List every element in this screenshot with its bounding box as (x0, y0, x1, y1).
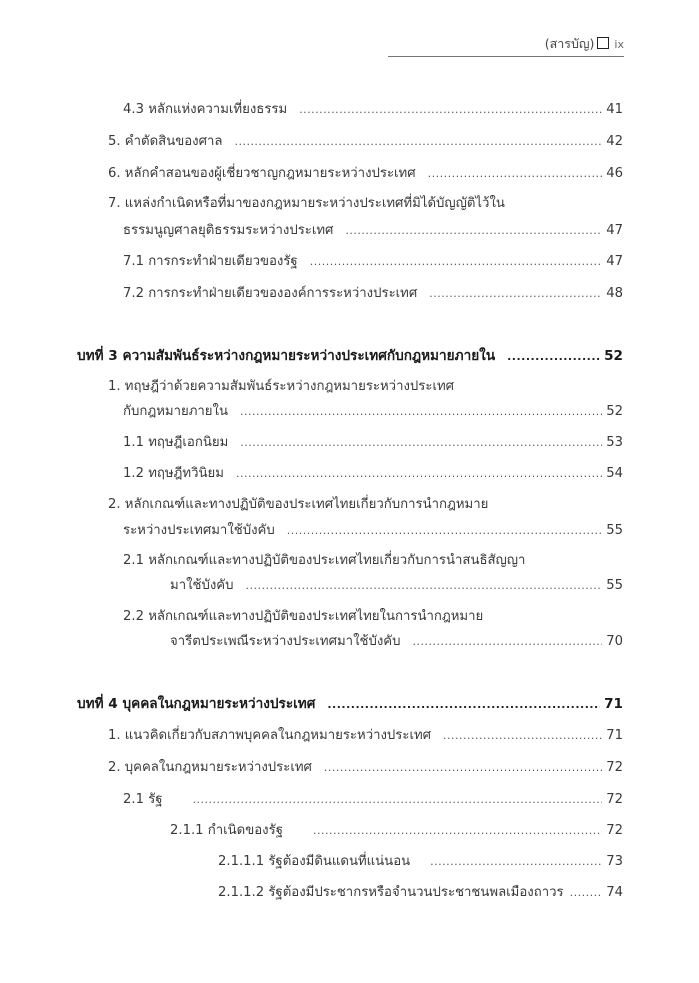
entry-title: ทฤษฎีทวินิยม (148, 466, 224, 481)
dot-leader (430, 851, 602, 873)
dot-leader (507, 346, 600, 368)
toc-entry-line2[interactable] (123, 401, 623, 423)
chapter-title: บทที่ 3 ความสัมพันธ์ระหว่างกฎหมายระหว่างประเทศกับกฎหมายภายใน (77, 348, 496, 364)
dot-leader (313, 820, 602, 842)
toc-entry[interactable] (108, 757, 623, 779)
entry-title-continued: ระหว่างประเทศมาใช้บังคับ (123, 523, 275, 538)
entry-title: หลักเกณฑ์และทางปฏิบัติของประเทศไทยในการนำกฎหมาย (148, 609, 484, 624)
entry-number: 7. (108, 196, 121, 211)
toc-entry[interactable] (123, 99, 623, 121)
entry-title: กำเนิดของรัฐ (207, 823, 283, 838)
page-number: 42 (606, 134, 623, 149)
entry-title: ทฤษฎีว่าด้วยความสัมพันธ์ระหว่างกฎหมายระหว่างประเทศ (124, 379, 455, 394)
entry-title: หลักคำสอนของผู้เชี่ยวชาญกฎหมายระหว่างประเทศ (124, 166, 416, 181)
toc-entry-line1[interactable] (108, 494, 488, 516)
dot-leader (287, 520, 603, 542)
entry-number: 2.1 (123, 553, 144, 568)
dot-leader (443, 725, 602, 747)
chapter-title: บทที่ 4 บุคคลในกฎหมายระหว่างประเทศ (77, 696, 316, 712)
entry-title: ทฤษฎีเอกนิยม (148, 435, 229, 450)
toc-entry[interactable] (123, 463, 623, 485)
entry-number: 5. (108, 134, 121, 149)
entry-title: หลักเกณฑ์และทางปฏิบัติของประเทศไทยเกี่ยวกับการนำสนธิสัญญา (148, 553, 526, 568)
dot-leader (324, 757, 602, 779)
entry-title-continued: จารีตประเพณีระหว่างประเทศมาใช้บังคับ (170, 634, 401, 649)
entry-number: 2.2 (123, 609, 144, 624)
page-number: 47 (606, 223, 623, 238)
dot-leader (193, 789, 603, 811)
entry-title: รัฐ (148, 792, 163, 807)
toc-entry[interactable] (170, 820, 623, 842)
entry-title: แนวคิดเกี่ยวกับสภาพบุคคลในกฎหมายระหว่างประเทศ (124, 728, 432, 743)
entry-title: การกระทำฝ่ายเดียวขององค์การระหว่างประเทศ (148, 286, 418, 301)
page-number: 52 (604, 348, 623, 364)
entry-number: 1.2 (123, 466, 144, 481)
section-label: (สารบัญ) (544, 36, 595, 51)
page-number: 72 (606, 760, 623, 775)
dot-leader (345, 220, 602, 242)
toc-entry-line2[interactable] (170, 631, 623, 653)
entry-title: รัฐต้องมีดินแดนที่แน่นอน (268, 854, 411, 869)
page-number: 53 (606, 435, 623, 450)
entry-number: 2. (108, 497, 121, 512)
entry-number: 1. (108, 379, 121, 394)
page-number: 52 (606, 404, 623, 419)
dot-leader (327, 694, 600, 716)
dot-leader (240, 432, 602, 454)
dot-leader (246, 575, 603, 597)
page-number: 71 (606, 728, 623, 743)
page-number: 46 (606, 166, 623, 181)
toc-entry-line1[interactable] (123, 550, 525, 572)
entry-number: 2.1 (123, 792, 144, 807)
entry-title: บุคคลในกฎหมายระหว่างประเทศ (124, 760, 312, 775)
page-number: 55 (606, 523, 623, 538)
toc-entry[interactable] (108, 725, 623, 747)
page-number: 54 (606, 466, 623, 481)
dot-leader (412, 631, 602, 653)
entry-number: 1.1 (123, 435, 144, 450)
toc-entry-line2[interactable] (123, 220, 623, 242)
entry-title: หลักเกณฑ์และทางปฏิบัติของประเทศไทยเกี่ยวกับการนำกฎหมาย (124, 497, 489, 512)
toc-entry-line2[interactable] (123, 520, 623, 542)
dot-leader (236, 463, 602, 485)
dot-leader (429, 283, 602, 305)
entry-number: 2. (108, 760, 121, 775)
dot-leader (240, 401, 602, 423)
page-number: 41 (606, 102, 623, 117)
page-number: 74 (606, 885, 623, 900)
toc-entry-line2[interactable] (170, 575, 623, 597)
dot-leader (310, 251, 603, 273)
page-number: 71 (604, 696, 623, 712)
page-number: 73 (606, 854, 623, 869)
chapter-4-heading[interactable] (77, 693, 623, 715)
page-number: 55 (606, 578, 623, 593)
entry-number: 4.3 (123, 102, 144, 117)
toc-entry[interactable] (123, 432, 623, 454)
entry-number: 1. (108, 728, 121, 743)
entry-title-continued: มาใช้บังคับ (170, 578, 234, 593)
toc-entry[interactable] (218, 851, 623, 873)
toc-entry-line1[interactable] (123, 606, 483, 628)
toc-entry[interactable] (218, 882, 623, 904)
toc-entry[interactable] (108, 163, 623, 185)
toc-entry-line1[interactable] (108, 193, 505, 215)
toc-entry[interactable] (123, 789, 623, 811)
entry-number: 2.1.1 (170, 823, 204, 838)
page-number: 72 (606, 823, 623, 838)
dot-leader (428, 163, 603, 185)
entry-title-continued: ธรรมนูญศาลยุติธรรมระหว่างประเทศ (123, 223, 334, 238)
entry-number: 2.1.1.2 (218, 885, 265, 900)
entry-title: คำตัดสินของศาล (124, 134, 223, 149)
chapter-3-heading[interactable] (77, 345, 623, 367)
entry-title: รัฐต้องมีประชากรหรือจำนวนประชาชนพลเมืองถาวร (268, 885, 564, 900)
dot-leader (570, 882, 603, 904)
toc-entry[interactable] (123, 283, 623, 305)
entry-number: 6. (108, 166, 121, 181)
toc-entry-line1[interactable] (108, 376, 454, 398)
entry-number: 2.1.1.1 (218, 854, 265, 869)
page-number: 47 (606, 254, 623, 269)
toc-entry[interactable] (108, 131, 623, 153)
page-number: 48 (606, 286, 623, 301)
entry-title: หลักแห่งความเที่ยงธรรม (148, 102, 288, 117)
entry-number: 7.1 (123, 254, 144, 269)
entry-title: การกระทำฝ่ายเดียวของรัฐ (148, 254, 298, 269)
entry-title: แหล่งกำเนิดหรือที่มาของกฎหมายระหว่างประเทศที่มิได้บัญญัติไว้ใน (124, 196, 505, 211)
page-number: 70 (606, 634, 623, 649)
toc-entry[interactable] (123, 251, 623, 273)
dot-leader (234, 131, 602, 153)
page-number: 72 (606, 792, 623, 807)
page-number-roman: ix (614, 38, 624, 51)
entry-title-continued: กับกฎหมายภายใน (123, 404, 228, 419)
dot-leader (299, 99, 602, 121)
entry-number: 7.2 (123, 286, 144, 301)
